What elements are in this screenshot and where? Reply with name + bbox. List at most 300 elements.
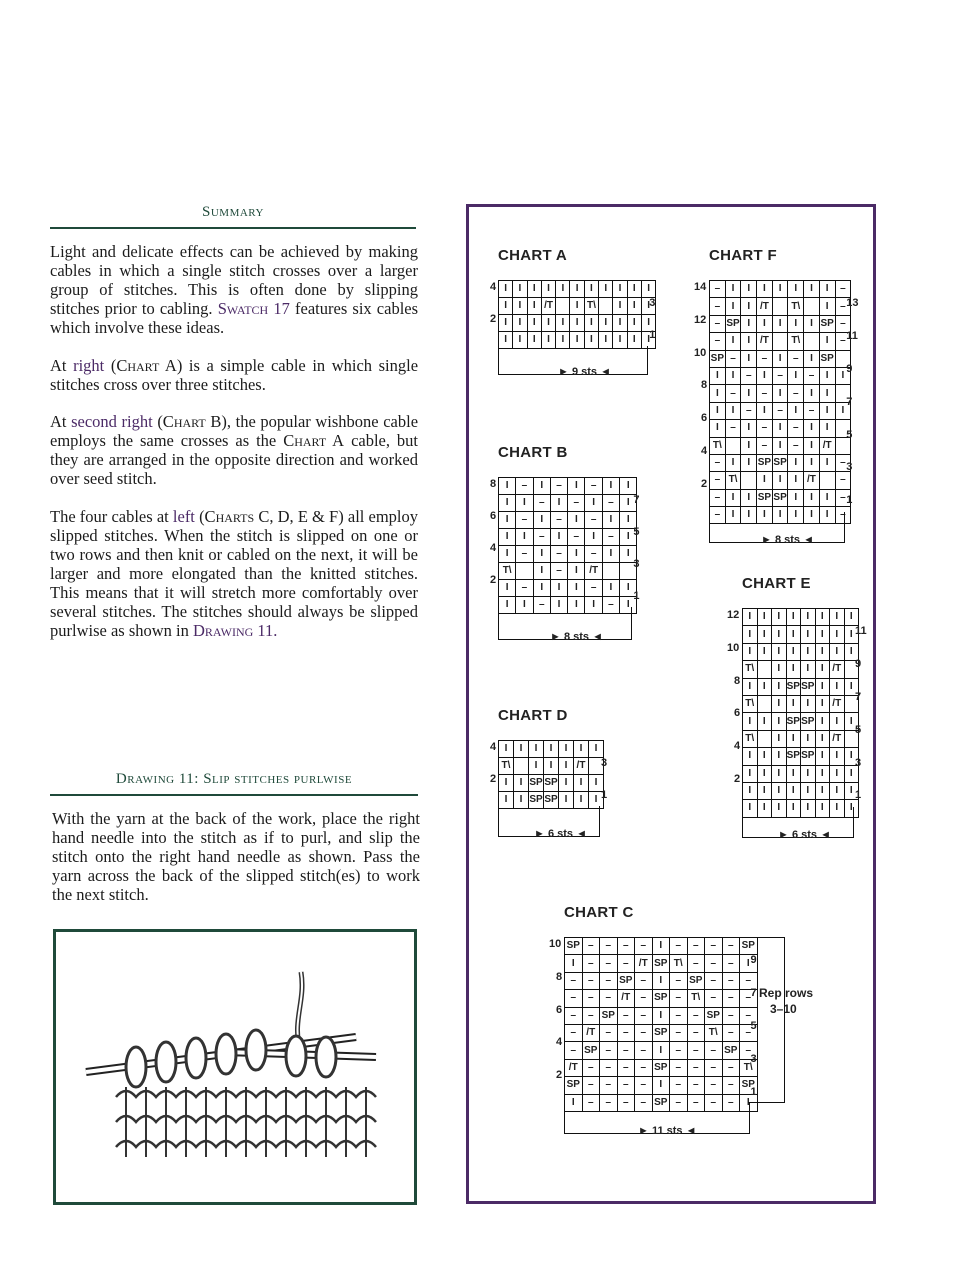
chart-cell xyxy=(757,730,772,747)
chart-cell: I xyxy=(772,609,787,626)
chart-cell: I xyxy=(844,765,859,782)
chart-row-number-right: 3 xyxy=(649,297,656,309)
chart-cell: – xyxy=(722,990,740,1007)
chart-cell xyxy=(772,298,788,315)
chart-cell: I xyxy=(627,315,641,332)
chart-cell: I xyxy=(788,454,804,471)
chart-cell: I xyxy=(599,332,613,349)
chart-cell: /T xyxy=(635,955,653,972)
chart-cell: I xyxy=(641,315,655,332)
chart-row-number-right: 3 xyxy=(633,558,640,570)
chart-cell: – xyxy=(725,350,741,367)
chart-cell: – xyxy=(670,1077,688,1094)
chart-row-number-left: 8 xyxy=(734,674,741,687)
chart-cell: I xyxy=(533,478,550,495)
chart-cell: SP xyxy=(544,775,559,792)
chart-cell: – xyxy=(687,1094,705,1111)
chart-cell: I xyxy=(516,495,533,512)
chart-cell: – xyxy=(670,972,688,989)
chart-cell: SP xyxy=(652,955,670,972)
chart-cell: I xyxy=(757,643,772,660)
chart-cell: I xyxy=(801,695,816,712)
chart-row-number-right: 1 xyxy=(750,1085,757,1098)
chart-cell: I xyxy=(786,800,801,817)
chart-cell: – xyxy=(600,1094,618,1111)
chart-cell: /T xyxy=(830,695,845,712)
chart-row-number-left: 4 xyxy=(701,445,708,457)
chart-cell: – xyxy=(670,938,688,955)
chart-cell: I xyxy=(772,713,787,730)
chart-row xyxy=(499,478,637,495)
chart-cell: I xyxy=(815,695,830,712)
chart-cell: I xyxy=(788,281,804,298)
chart-row xyxy=(743,626,859,643)
summary-rule xyxy=(50,227,416,229)
chart-cell: T\ xyxy=(743,730,758,747)
chart-cell xyxy=(514,758,529,775)
chart-cell: – xyxy=(602,529,619,546)
chart-cell: T\ xyxy=(743,695,758,712)
chart-d-grid xyxy=(498,740,604,809)
chart-cell: I xyxy=(613,281,627,298)
chart-cell: SP xyxy=(529,775,544,792)
chart-cell: I xyxy=(743,609,758,626)
chart-cell: I xyxy=(741,298,757,315)
chart-cell: I xyxy=(613,315,627,332)
chart-cell: T\ xyxy=(710,437,726,454)
chart-cell: I xyxy=(613,298,627,315)
chart-cell: /T xyxy=(565,1059,583,1076)
chart-cell: I xyxy=(627,298,641,315)
chart-cell xyxy=(516,563,533,580)
chart-row-number-left: 4 xyxy=(734,740,741,753)
drawing-paragraph: With the yarn at the back of the work, place the right hand needle into the stitch as if to purl, and slip the stitch onto the right hand needle as shown. Pass the yarn across the back of the slipped stitch(es) to work the next stitch. xyxy=(52,809,420,904)
chart-cell: I xyxy=(725,507,741,524)
chart-cell: – xyxy=(757,350,773,367)
chart-row xyxy=(565,972,758,989)
chart-cell: SP xyxy=(786,678,801,695)
chart-row-number-left: 8 xyxy=(556,970,563,983)
chart-cell: /T xyxy=(830,730,845,747)
chart-cell: I xyxy=(710,402,726,419)
chart-cell: – xyxy=(582,938,600,955)
chart-cell: – xyxy=(582,1007,600,1024)
chart-row xyxy=(710,350,851,367)
chart-cell: I xyxy=(585,597,602,614)
chart-cell: I xyxy=(801,800,816,817)
chart-cell: – xyxy=(635,1042,653,1059)
chart-f-grid xyxy=(709,280,851,524)
chart-row-number-left: 8 xyxy=(490,478,497,490)
chart-row xyxy=(499,315,656,332)
chart-cell: I xyxy=(786,643,801,660)
chart-cell: I xyxy=(835,402,851,419)
chart-cell: I xyxy=(757,782,772,799)
chart-cell: I xyxy=(513,298,527,315)
chart-e-title: CHART E xyxy=(742,575,811,592)
chart-row-number-right: 3 xyxy=(855,756,862,769)
chart-cell: I xyxy=(499,580,516,597)
chart-row-number-right: 13 xyxy=(846,297,859,310)
chart-cell: I xyxy=(801,661,816,678)
chart-cell: – xyxy=(710,489,726,506)
chart-cell: I xyxy=(815,765,830,782)
chart-a-stitch-count: ► 9 sts ◄ xyxy=(558,366,611,378)
chart-row-number-right: 1 xyxy=(633,590,640,602)
chart-cell: – xyxy=(585,512,602,529)
chart-cell: – xyxy=(635,1059,653,1076)
chart-cell: I xyxy=(804,350,820,367)
chart-row-number-right: 3 xyxy=(846,461,853,474)
chart-row xyxy=(743,643,859,660)
chart-row xyxy=(743,782,859,799)
chart-cell: SP xyxy=(652,1024,670,1041)
chart-row-number-left: 6 xyxy=(701,412,708,425)
chart-cell: I xyxy=(772,730,787,747)
chart-cell: SP xyxy=(772,489,788,506)
chart-cell: – xyxy=(740,1042,758,1059)
chart-cell: SP xyxy=(544,792,559,809)
chart-cell: – xyxy=(582,1059,600,1076)
chart-cell: I xyxy=(743,626,758,643)
chart-cell: I xyxy=(757,507,773,524)
chart-row xyxy=(710,437,851,454)
chart-cell: – xyxy=(516,546,533,563)
chart-cell: – xyxy=(687,1024,705,1041)
chart-row-number-right: 5 xyxy=(855,723,862,736)
chart-cell: I xyxy=(830,609,845,626)
chart-cell: I xyxy=(584,315,598,332)
chart-cell: – xyxy=(602,495,619,512)
chart-row xyxy=(499,529,637,546)
chart-cell: T\ xyxy=(499,758,514,775)
summary-paragraph-3: At second right (Chart B), the popular wishbone cable employs the same crosses as the Chart A cable, but they are arranged in the opposite direction and worked over seed stitch. xyxy=(50,412,419,488)
chart-row-number-right: 3 xyxy=(601,757,608,769)
chart-cell: – xyxy=(582,990,600,1007)
chart-cell: – xyxy=(600,938,618,955)
chart-cell: – xyxy=(617,1042,635,1059)
chart-row xyxy=(565,990,758,1007)
chart-cell: I xyxy=(574,792,589,809)
chart-cell: I xyxy=(815,678,830,695)
chart-cell: SP xyxy=(740,1077,758,1094)
chart-cell: – xyxy=(516,478,533,495)
chart-cell: I xyxy=(815,713,830,730)
chart-cell: – xyxy=(516,580,533,597)
chart-cell: I xyxy=(533,563,550,580)
chart-cell xyxy=(772,333,788,350)
chart-row xyxy=(565,1059,758,1076)
chart-row-number-left: 6 xyxy=(556,1003,563,1016)
chart-cell: I xyxy=(574,775,589,792)
summary-paragraph-1: Light and delicate effects can be achieved by making cables in which a single stitch crosses over a larger group of stitches. This is often done by slipping stitches prior to cabling. Swatch 17 features six cables which involve these ideas. xyxy=(50,242,419,337)
chart-cell: – xyxy=(533,529,550,546)
chart-cell: I xyxy=(819,454,835,471)
chart-cell: I xyxy=(574,741,589,758)
chart-row xyxy=(499,512,637,529)
chart-cell: I xyxy=(559,792,574,809)
chart-row-number-left: 4 xyxy=(490,281,497,293)
chart-row xyxy=(743,748,859,765)
chart-cell: – xyxy=(635,972,653,989)
chart-cell: I xyxy=(815,782,830,799)
chart-cell: I xyxy=(544,758,559,775)
chart-cell: – xyxy=(725,385,741,402)
drawing-rule xyxy=(50,794,418,796)
chart-cell: SP xyxy=(710,350,726,367)
chart-cell: I xyxy=(741,385,757,402)
chart-cell: – xyxy=(710,454,726,471)
chart-row-number-left: 10 xyxy=(549,938,562,950)
chart-cell: I xyxy=(772,350,788,367)
chart-cell: I xyxy=(801,782,816,799)
chart-cell: I xyxy=(499,332,513,349)
chart-cell: I xyxy=(830,765,845,782)
chart-cell: – xyxy=(757,385,773,402)
drawing-11-link[interactable]: Drawing 11. xyxy=(193,621,278,640)
chart-cell: I xyxy=(772,281,788,298)
chart-cell: I xyxy=(844,609,859,626)
chart-cell: I xyxy=(844,748,859,765)
chart-cell: SP xyxy=(565,1077,583,1094)
chart-cell: I xyxy=(613,332,627,349)
chart-cell: T\ xyxy=(788,298,804,315)
chart-cell: – xyxy=(550,478,567,495)
chart-cell: I xyxy=(556,281,570,298)
chart-cell: I xyxy=(772,420,788,437)
chart-cell: – xyxy=(710,281,726,298)
chart-cell: I xyxy=(815,730,830,747)
chart-cell: I xyxy=(710,367,726,384)
chart-row xyxy=(710,315,851,332)
chart-cell: I xyxy=(570,281,584,298)
chart-row-number-right: 11 xyxy=(855,625,867,638)
chart-cell: I xyxy=(741,454,757,471)
chart-cell: – xyxy=(835,315,851,332)
chart-cell: T\ xyxy=(705,1024,723,1041)
chart-cell: – xyxy=(835,281,851,298)
chart-row-number-right: 3 xyxy=(750,1052,757,1065)
chart-cell: – xyxy=(582,955,600,972)
chart-cell: I xyxy=(819,402,835,419)
chart-row-number-right: 9 xyxy=(750,954,757,967)
chart-row-number-right: 7 xyxy=(633,494,640,506)
chart-cell: SP xyxy=(786,713,801,730)
chart-cell: /T xyxy=(757,298,773,315)
chart-row-number-left: 2 xyxy=(490,773,497,785)
chart-cell: I xyxy=(541,315,555,332)
chart-cell: I xyxy=(804,281,820,298)
chart-row-number-left: 12 xyxy=(694,313,707,326)
chart-cell: I xyxy=(599,315,613,332)
chart-cell: I xyxy=(652,972,670,989)
chart-cell: – xyxy=(757,437,773,454)
chart-cell: – xyxy=(670,1024,688,1041)
chart-cell: – xyxy=(565,972,583,989)
chart-cell: – xyxy=(568,495,585,512)
chart-cell: I xyxy=(620,478,637,495)
chart-cell: I xyxy=(514,775,529,792)
chart-cell: I xyxy=(529,741,544,758)
chart-cell: – xyxy=(582,972,600,989)
chart-cell: SP xyxy=(801,678,816,695)
chart-cell: I xyxy=(556,332,570,349)
chart-cell: I xyxy=(516,529,533,546)
chart-cell: – xyxy=(600,990,618,1007)
chart-cell: – xyxy=(740,990,758,1007)
chart-cell: – xyxy=(722,955,740,972)
chart-row xyxy=(710,420,851,437)
chart-c-rep-label: Rep rows xyxy=(759,986,814,1000)
chart-cell: I xyxy=(844,782,859,799)
chart-cell: I xyxy=(830,626,845,643)
chart-cell: I xyxy=(568,597,585,614)
chart-cell: I xyxy=(743,782,758,799)
chart-cell: I xyxy=(757,367,773,384)
chart-row-number-left: 6 xyxy=(490,510,497,522)
chart-cell: – xyxy=(705,972,723,989)
chart-cell: I xyxy=(725,367,741,384)
chart-cell: – xyxy=(705,1042,723,1059)
chart-cell: I xyxy=(499,529,516,546)
chart-cell: I xyxy=(741,437,757,454)
chart-cell: I xyxy=(527,315,541,332)
chart-cell: I xyxy=(819,385,835,402)
chart-cell: I xyxy=(710,385,726,402)
chart-cell: I xyxy=(620,597,637,614)
chart-row-number-left: 2 xyxy=(701,477,708,490)
chart-cell xyxy=(725,437,741,454)
chart-cell: I xyxy=(589,741,604,758)
chart-row-number-right: 1 xyxy=(601,789,608,801)
chart-cell: I xyxy=(830,643,845,660)
chart-cell: I xyxy=(788,489,804,506)
chart-cell: – xyxy=(687,1042,705,1059)
chart-cell: – xyxy=(705,1094,723,1111)
chart-cell: – xyxy=(705,990,723,1007)
chart-cell: I xyxy=(641,298,655,315)
chart-cell: I xyxy=(527,332,541,349)
chart-cell: I xyxy=(801,643,816,660)
chart-cell: – xyxy=(533,495,550,512)
chart-cell: I xyxy=(743,678,758,695)
chart-cell: I xyxy=(533,546,550,563)
chart-cell: I xyxy=(513,315,527,332)
chart-cell: – xyxy=(585,546,602,563)
chart-cell: – xyxy=(835,454,851,471)
chart-cell: – xyxy=(710,298,726,315)
chart-cell: – xyxy=(687,955,705,972)
chart-cell: I xyxy=(788,367,804,384)
chart-cell: I xyxy=(819,489,835,506)
chart-cell: – xyxy=(582,1077,600,1094)
chart-cell: I xyxy=(499,478,516,495)
chart-cell: I xyxy=(527,281,541,298)
chart-row xyxy=(499,298,656,315)
chart-cell: – xyxy=(600,1077,618,1094)
chart-cell: – xyxy=(617,938,635,955)
chart-cell: – xyxy=(705,938,723,955)
right-link[interactable]: right xyxy=(73,356,105,375)
chart-cell: /T xyxy=(582,1024,600,1041)
chart-cell: – xyxy=(670,990,688,1007)
chart-cell: I xyxy=(815,626,830,643)
chart-cell: SP xyxy=(529,792,544,809)
chart-row-number-right: 5 xyxy=(846,428,853,441)
chart-cell: I xyxy=(844,626,859,643)
chart-cell: – xyxy=(835,333,851,350)
chart-cell: – xyxy=(565,990,583,1007)
chart-cell xyxy=(757,661,772,678)
chart-row xyxy=(710,367,851,384)
chart-cell: I xyxy=(589,792,604,809)
chart-cell: I xyxy=(804,385,820,402)
chart-cell: I xyxy=(741,420,757,437)
chart-cell: I xyxy=(786,609,801,626)
chart-row xyxy=(743,695,859,712)
chart-c-rep-rows: 3–10 xyxy=(770,1002,797,1016)
chart-cell: – xyxy=(741,367,757,384)
second-right-link[interactable]: second right xyxy=(71,412,153,431)
chart-cell: I xyxy=(772,626,787,643)
chart-cell: I xyxy=(527,298,541,315)
chart-row-number-left: 2 xyxy=(490,574,497,586)
chart-cell: SP xyxy=(652,1059,670,1076)
chart-row xyxy=(710,454,851,471)
chart-cell: /T xyxy=(819,437,835,454)
chart-cell: I xyxy=(819,298,835,315)
chart-cell: I xyxy=(499,315,513,332)
chart-cell: I xyxy=(786,765,801,782)
chart-cell: I xyxy=(544,741,559,758)
chart-row xyxy=(499,495,637,512)
chart-cell: – xyxy=(725,420,741,437)
chart-row xyxy=(743,713,859,730)
chart-cell xyxy=(804,298,820,315)
chart-row xyxy=(499,741,604,758)
drawing-illustration xyxy=(53,929,417,1205)
chart-c-repeat-bracket xyxy=(748,937,785,1103)
chart-cell: I xyxy=(533,512,550,529)
chart-cell: I xyxy=(585,495,602,512)
chart-cell: T\ xyxy=(584,298,598,315)
chart-cell xyxy=(556,298,570,315)
chart-cell: I xyxy=(772,678,787,695)
chart-cell: – xyxy=(670,1059,688,1076)
chart-cell: – xyxy=(722,1059,740,1076)
chart-cell: – xyxy=(788,437,804,454)
chart-cell: I xyxy=(556,315,570,332)
chart-cell: T\ xyxy=(687,990,705,1007)
chart-cell: I xyxy=(559,741,574,758)
chart-cell: I xyxy=(844,678,859,695)
chart-cell: I xyxy=(772,315,788,332)
chart-cell: I xyxy=(652,1077,670,1094)
chart-cell: I xyxy=(815,800,830,817)
summary-heading: Summary xyxy=(202,204,264,220)
chart-cell: I xyxy=(529,758,544,775)
chart-cell: I xyxy=(584,281,598,298)
chart-cell: – xyxy=(617,1077,635,1094)
chart-row-number-left: 6 xyxy=(734,707,741,720)
left-link[interactable]: left xyxy=(172,507,195,526)
chart-cell: – xyxy=(600,1059,618,1076)
chart-row-number-right: 1 xyxy=(855,789,862,802)
chart-cell: I xyxy=(804,315,820,332)
chart-row xyxy=(565,1077,758,1094)
swatch-17-link[interactable]: Swatch 17 xyxy=(217,299,290,318)
chart-cell: – xyxy=(617,1094,635,1111)
